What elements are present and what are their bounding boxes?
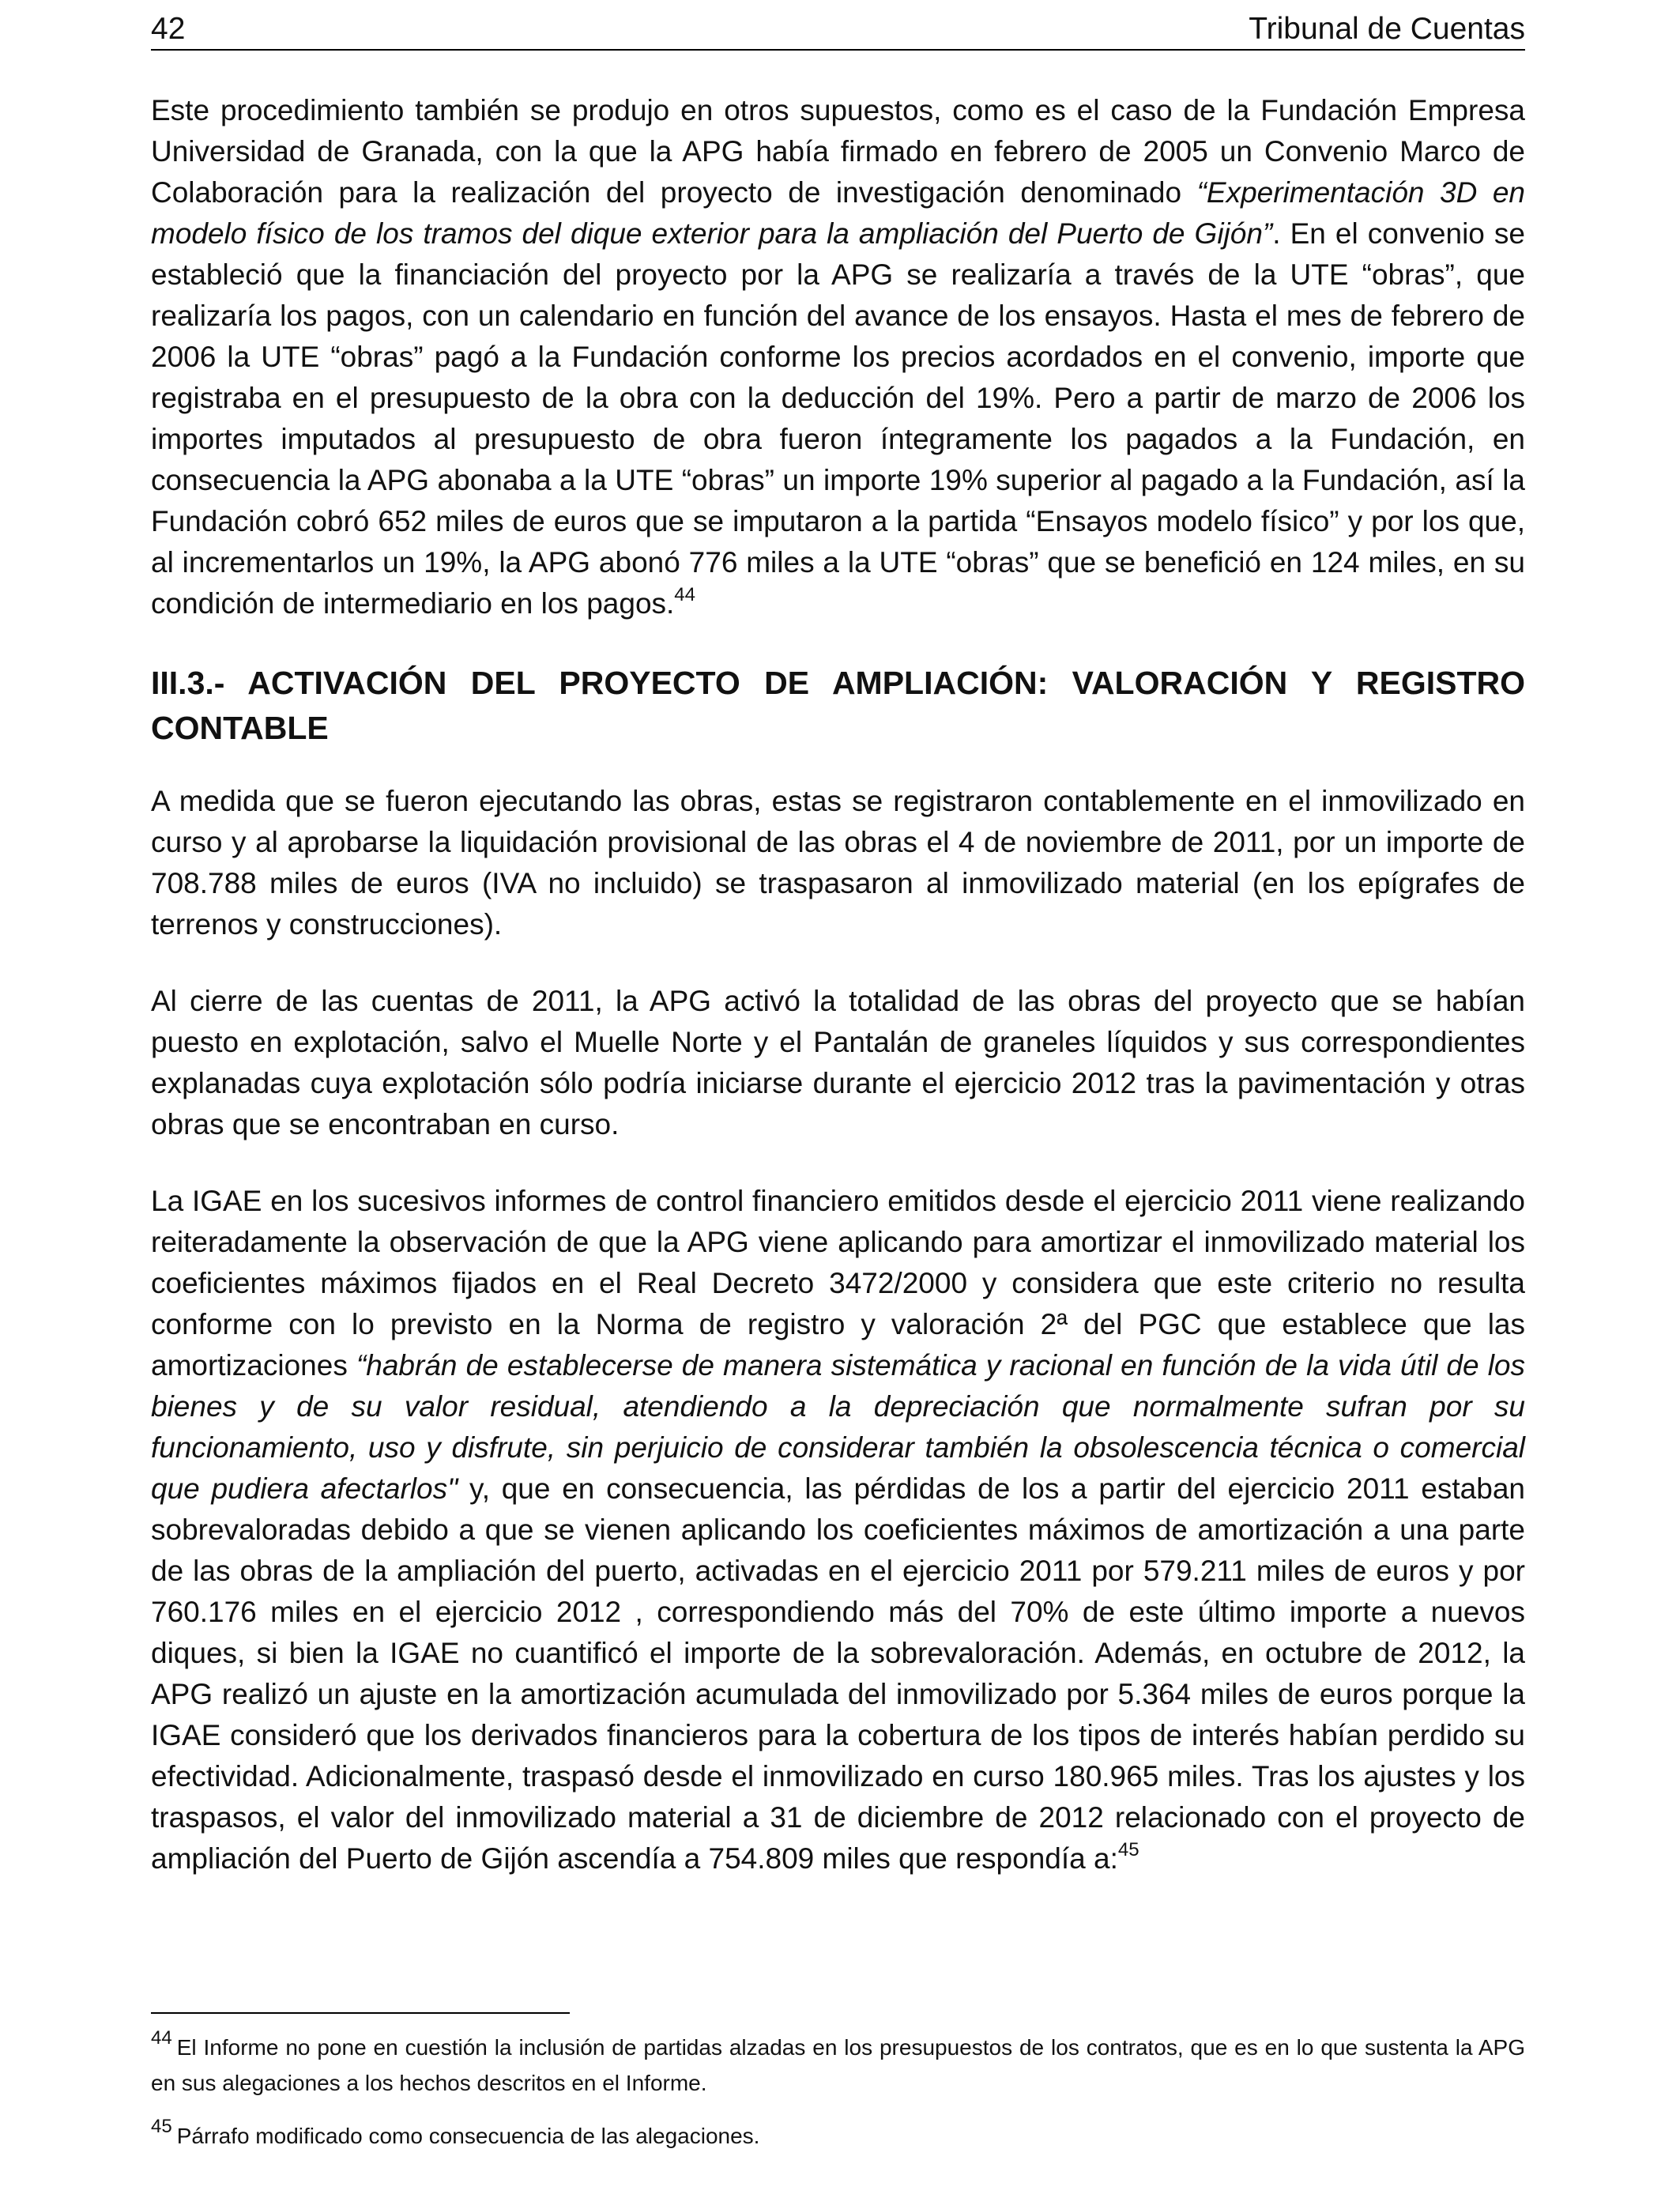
page-body: [151, 90, 1525, 1879]
paragraph-obras-registro: A medida que se fueron ejecutando las obras, estas se registraron contablemente en el inmovilizado en curso y al aprobarse la liquidación provisional de las obras el 4 de noviembre de 2011, por un importe de 708.788 miles de euros (IVA no incluido) se traspasaron al inmovilizado material (en los epígrafes de terrenos y construcciones).: [151, 785, 1525, 941]
footnote-44: [151, 2027, 1525, 2101]
section-heading: III.3.- ACTIVACIÓN DEL PROYECTO DE AMPLIACIÓN: VALORACIÓN Y REGISTRO CONTABLE: [151, 665, 1525, 746]
footnote-text: El Informe no pone en cuestión la inclusión de partidas alzadas en los presupuestos de los contratos, que es en lo que sustenta la APG en sus alegaciones a los hechos descritos en el Informe.: [151, 2035, 1525, 2095]
paragraph-text: . En el convenio se estableció que la financiación del proyecto por la APG se realizaría a través de la UTE “obras”, que realizaría los pagos, con un calendario en función del avance de los ensayos. Hasta el mes de febrero de 2006 la UTE “obras” pagó a la Fundación conforme los precios acordados en el convenio, importe que registraba en el presupuesto de la obra con la deducción del 19%. Pero a partir de marzo de 2006 los importes imputados al presupuesto de obra fueron íntegramente los pagados a la Fundación, en consecuencia la APG abonaba a la UTE “obras” un importe 19% superior al pagado a la Fundación, así la Fundación cobró 652 miles de euros que se imputaron a la partida “Ensayos modelo físico” y por los que, al incrementarlos un 19%, la APG abonó 776 miles a la UTE “obras” que se benefició en 124 miles, en su condición de intermediario en los pagos.: [151, 217, 1526, 620]
footnote-number: 44: [151, 2027, 172, 2049]
paragraph-igae: [151, 1181, 1525, 1879]
footnote-45: [151, 2118, 1525, 2154]
footnote-ref-44[interactable]: 44: [674, 584, 695, 605]
paragraph-cierre-2011: Al cierre de las cuentas de 2011, la APG activó la totalidad de las obras del proyecto que se habían puesto en explotación, salvo el Muelle Norte y el Pantalán de graneles líquidos y sus correspondientes explanadas cuya explotación sólo podría iniciarse durante el ejercicio 2012 tras la pavimentación y otras obras que se encontraban en curso.: [151, 985, 1525, 1140]
footnote-number: 45: [151, 2116, 172, 2137]
project-title-quote: “Experimentación 3D en modelo físico de los tramos del dique exterior para la ampliación del Puerto de Gijón”: [151, 176, 1526, 250]
publisher-name: Tribunal de Cuentas: [1249, 12, 1525, 46]
footnotes: [151, 2027, 1525, 2154]
footnote-text: Párrafo modificado como consecuencia de las alegaciones.: [176, 2124, 760, 2148]
footnote-separator: [151, 2012, 570, 2014]
paragraph-text: y, que en consecuencia, las pérdidas de los a partir del ejercicio 2011 estaban sobrevaloradas debido a que se vienen aplicando los coeficientes máximos de amortización a una parte de las obras de la ampliación del puerto, activadas en el ejercicio 2011 por 579.211 miles de euros y por 760.176 miles en el ejercicio 2012 , correspondiendo más del 70% de este último importe a nuevos diques, si bien la IGAE no cuantificó el importe de la sobrevaloración. Además, en octubre de 2012, la APG realizó un ajuste en la amortización acumulada del inmovilizado por 5.364 miles de euros porque la IGAE consideró que los derivados financieros para la cobertura de los tipos de interés habían perdido su efectividad. Adicionalmente, traspasó desde el inmovilizado en curso 180.965 miles. Tras los ajustes y los traspasos, el valor del inmovilizado material a 31 de diciembre de 2012 relacionado con el proyecto de ampliación del Puerto de Gijón ascendía a 754.809 miles que respondía a:: [151, 1472, 1525, 1875]
page-header: [151, 11, 1525, 51]
paragraph-text: La IGAE en los sucesivos informes de control financiero emitidos desde el ejercicio 2011 viene realizando reiteradamente la observación de que la APG viene aplicando para amortizar el inmovilizado material los coeficientes máximos fijados en el Real Decreto 3472/2000 y considera que este criterio no resulta conforme con lo previsto en la Norma de registro y valoración 2ª del PGC que establece que las amortizaciones: [151, 1185, 1525, 1382]
paragraph-text: Este procedimiento también se produjo en otros supuestos, como es el caso de la Fundación Empresa Universidad de Granada, con la que la APG había firmado en febrero de 2005 un Convenio Marco de Colaboración para la realización del proyecto de investigación denominado: [151, 94, 1525, 209]
paragraph-fundacion-granada: [151, 90, 1525, 624]
pgc-norm-quote: “habrán de establecerse de manera sistemática y racional en función de la vida útil de los bienes y de su valor residual, atendiendo a la depreciación que normalmente sufran por su funcionamiento, uso y disfrute, sin perjuicio de considerar también la obsolescencia técnica o comercial que pudiera afectarlos": [151, 1349, 1526, 1505]
footnote-ref-45[interactable]: 45: [1117, 1839, 1139, 1860]
page-number: 42: [151, 12, 186, 46]
